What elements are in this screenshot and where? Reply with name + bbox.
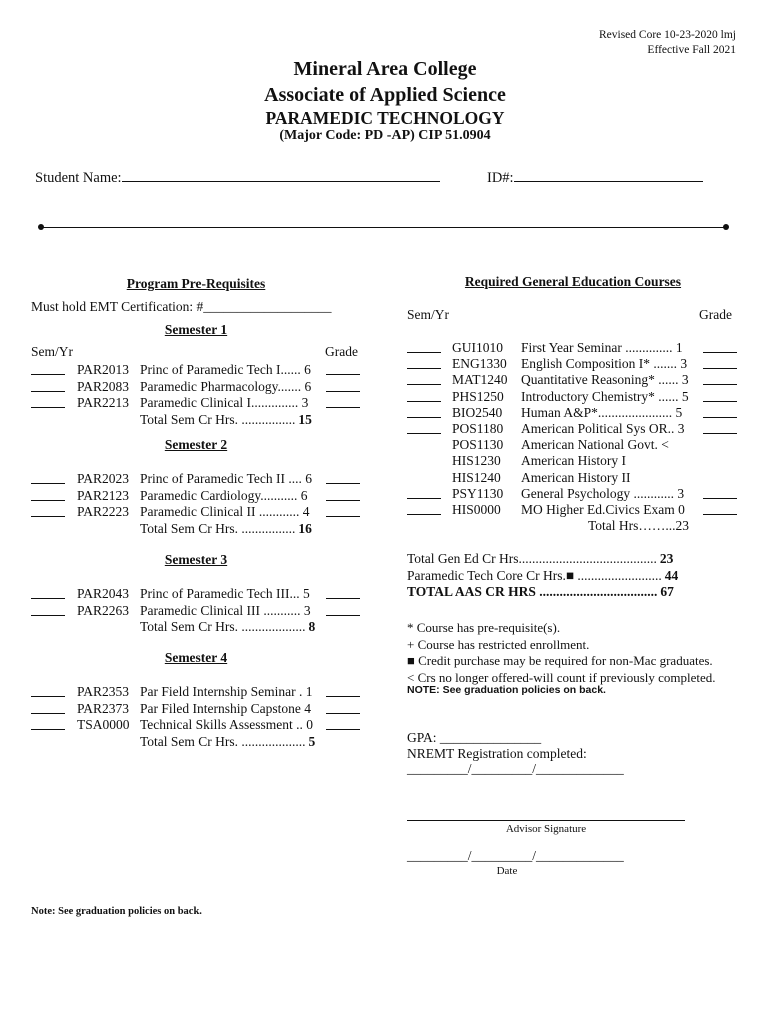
summary-value: 23 <box>659 551 674 566</box>
rule-right-dot <box>723 224 729 230</box>
summary-value: 44 <box>664 567 679 583</box>
grade-blank[interactable] <box>703 356 737 369</box>
grade-blank[interactable] <box>326 684 360 697</box>
semester-total-value: 5 <box>308 733 316 749</box>
course-description: MO Higher Ed.Civics Exam 0 <box>521 502 685 517</box>
course-code: PAR2223 <box>77 504 130 519</box>
semester-total-label: Total Sem Cr Hrs. ................... <box>140 733 306 749</box>
semester-total <box>140 734 315 750</box>
course-code: PAR2013 <box>77 362 130 377</box>
semester-total-label: Total Sem Cr Hrs. ................... <box>140 619 306 634</box>
sem-yr-blank[interactable] <box>31 586 65 599</box>
course-description: Paramedic Cardiology........... 6 <box>140 487 308 503</box>
semester-total-value: 16 <box>298 520 312 536</box>
signature-date-label: Date <box>496 865 518 877</box>
course-description: General Psychology ............ 3 <box>521 485 685 501</box>
course-row <box>31 603 366 619</box>
grade-blank[interactable] <box>703 405 737 418</box>
nremt-date-field[interactable]: _________/_________/_____________ <box>407 761 624 776</box>
course-description: Human A&P*...................... 5 <box>521 404 683 420</box>
sem-yr-blank[interactable] <box>407 405 441 418</box>
sem-yr-blank[interactable] <box>407 421 441 434</box>
effective-text: Effective Fall 2021 <box>647 44 736 56</box>
semester-total <box>140 412 312 428</box>
course-description: First Year Seminar .............. 1 <box>521 340 683 355</box>
course-row <box>31 504 366 520</box>
course-description: Paramedic Pharmacology....... 6 <box>140 378 312 394</box>
course-code: PAR2373 <box>77 700 130 716</box>
summary-row <box>407 551 673 567</box>
course-code: PAR2263 <box>77 602 130 618</box>
course-code: ENG1330 <box>452 356 507 372</box>
semester-title: Semester 3 <box>164 552 228 567</box>
sem-yr-blank[interactable] <box>407 356 441 369</box>
grade-blank[interactable] <box>703 389 737 402</box>
sem-yr-blank[interactable] <box>407 372 441 385</box>
gen-ed-row <box>407 470 742 486</box>
semester-title: Semester 4 <box>164 650 228 665</box>
grade-blank[interactable] <box>326 717 360 730</box>
sem-yr-blank[interactable] <box>31 603 65 616</box>
course-code: PAR2353 <box>77 684 130 699</box>
semester-total <box>140 521 312 537</box>
grade-blank[interactable] <box>326 471 360 484</box>
course-description: Par Filed Internship Capstone 4 <box>140 700 311 716</box>
semester-total-label: Total Sem Cr Hrs. ................ <box>140 520 296 536</box>
semester-title: Semester 2 <box>164 437 228 452</box>
id-line[interactable] <box>514 167 703 182</box>
degree-title: Associate of Applied Science <box>264 84 506 106</box>
gen-ed-row <box>407 453 742 469</box>
note-line: < Crs no longer offered-will count if previously completed. <box>407 669 716 685</box>
gen-ed-title: Required General Education Courses <box>464 274 682 289</box>
course-description: American Political Sys OR.. 3 <box>521 421 685 436</box>
course-row <box>31 684 366 700</box>
grade-blank[interactable] <box>326 395 360 408</box>
course-description: American History II <box>521 469 631 485</box>
grade-blank[interactable] <box>326 701 360 714</box>
college-title: Mineral Area College <box>293 58 477 80</box>
course-description: Paramedic Clinical II ............ 4 <box>140 504 310 519</box>
gen-ed-row <box>407 372 742 388</box>
course-code: POS1130 <box>452 437 504 453</box>
bottom-note: Note: See graduation policies on back. <box>31 906 202 917</box>
summary-row <box>407 568 678 584</box>
course-description: Princ of Paramedic Tech III... 5 <box>140 586 310 601</box>
section-divider <box>40 227 728 228</box>
left-sem-yr-header: Sem/Yr <box>31 344 73 359</box>
course-code: PHS1250 <box>452 388 504 404</box>
grade-blank[interactable] <box>703 340 737 353</box>
sem-yr-blank[interactable] <box>31 379 65 392</box>
grade-blank[interactable] <box>326 586 360 599</box>
course-row <box>31 586 366 602</box>
course-description: Paramedic Clinical I.............. 3 <box>140 395 309 410</box>
note-line: + Course has restricted enrollment. <box>407 636 590 652</box>
sem-yr-blank[interactable] <box>31 717 65 730</box>
course-code: BIO2540 <box>452 404 503 420</box>
right-sem-yr-header: Sem/Yr <box>407 307 449 322</box>
course-row <box>31 379 366 395</box>
course-description: Princ of Paramedic Tech II .... 6 <box>140 471 312 486</box>
summary-label: Paramedic Tech Core Cr Hrs.■ ......................... <box>407 567 662 583</box>
course-row <box>31 717 366 733</box>
right-grade-header: Grade <box>699 307 732 322</box>
semester-total-label: Total Sem Cr Hrs. ................ <box>140 411 296 427</box>
student-name-line[interactable] <box>122 167 440 182</box>
course-description: American National Govt. < <box>521 437 669 453</box>
grade-blank[interactable] <box>703 502 737 515</box>
graduation-note: NOTE: See graduation policies on back. <box>407 684 606 696</box>
gen-ed-row <box>407 389 742 405</box>
course-description: Paramedic Clinical III ........... 3 <box>140 602 311 618</box>
sem-yr-blank[interactable] <box>31 471 65 484</box>
course-code: HIS1240 <box>452 469 501 485</box>
course-description: Introductory Chemistry* ...... 5 <box>521 388 689 404</box>
course-code: POS1180 <box>452 421 504 436</box>
sem-yr-blank[interactable] <box>31 684 65 697</box>
course-description: American History I <box>521 453 626 469</box>
gen-ed-total-hrs: Total Hrs……...23 <box>588 518 690 533</box>
course-code: HIS0000 <box>452 502 501 517</box>
course-code: HIS1230 <box>452 453 501 469</box>
grade-blank[interactable] <box>326 488 360 501</box>
summary-value: 67 <box>660 584 674 599</box>
course-code: TSA0000 <box>77 717 130 732</box>
id-field[interactable] <box>487 167 703 187</box>
summary-label: Total Gen Ed Cr Hrs......................................... <box>407 551 657 566</box>
gen-ed-row <box>407 421 742 437</box>
course-row <box>31 471 366 487</box>
course-code: GUI1010 <box>452 340 503 355</box>
gen-ed-row <box>407 437 742 453</box>
course-description: Quantitative Reasoning* ...... 3 <box>521 372 689 388</box>
course-code: PAR2213 <box>77 395 130 410</box>
course-code: MAT1240 <box>452 372 508 388</box>
major-code: (Major Code: PD -AP) CIP 51.0904 <box>279 128 491 143</box>
gen-ed-row <box>407 356 742 372</box>
gen-ed-row <box>407 502 742 518</box>
course-row <box>31 701 366 717</box>
summary-label: TOTAL AAS CR HRS ................................... <box>407 584 658 599</box>
course-code: PAR2023 <box>77 471 130 486</box>
emt-certification: Must hold EMT Certification: #___________________ <box>31 299 332 314</box>
summary-row <box>407 584 674 600</box>
revision-info <box>599 28 736 58</box>
course-notes <box>407 620 716 686</box>
course-description: Technical Skills Assessment .. 0 <box>140 717 314 732</box>
sem-yr-blank[interactable] <box>407 340 441 353</box>
semester-title: Semester 1 <box>164 322 228 337</box>
left-grade-header: Grade <box>325 344 358 359</box>
course-description: Par Field Internship Seminar . 1 <box>140 684 313 699</box>
course-description: English Composition I* ....... 3 <box>521 356 688 372</box>
sem-yr-blank[interactable] <box>31 488 65 501</box>
semester-total-value: 15 <box>298 411 312 427</box>
advisor-signature-label: Advisor Signature <box>505 823 587 835</box>
sem-yr-blank[interactable] <box>31 701 65 714</box>
semester-total <box>140 619 315 635</box>
prereq-title: Program Pre-Requisites <box>126 276 266 291</box>
nremt-label: NREMT Registration completed: <box>407 746 587 761</box>
id-label: ID#: <box>487 170 514 186</box>
gen-ed-row <box>407 340 742 356</box>
advisor-signature-line[interactable] <box>407 820 685 821</box>
course-code: PAR2083 <box>77 378 130 394</box>
course-row <box>31 488 366 504</box>
sem-yr-blank[interactable] <box>31 504 65 517</box>
note-line: * Course has pre-requisite(s). <box>407 620 561 635</box>
course-code: PAR2123 <box>77 487 130 503</box>
course-row <box>31 395 366 411</box>
course-description: Princ of Paramedic Tech I...... 6 <box>140 362 311 377</box>
semester-total-value: 8 <box>308 619 316 634</box>
grade-blank[interactable] <box>326 362 360 375</box>
gen-ed-row <box>407 486 742 502</box>
sem-yr-blank[interactable] <box>31 395 65 408</box>
course-row <box>31 362 366 378</box>
student-name-label: Student Name: <box>35 170 122 186</box>
program-title: PARAMEDIC TECHNOLOGY <box>265 108 505 128</box>
course-code: PSY1130 <box>452 485 504 501</box>
revised-text: Revised Core 10-23-2020 lmj <box>598 29 736 41</box>
sem-yr-blank[interactable] <box>407 389 441 402</box>
course-code: PAR2043 <box>77 586 130 601</box>
sem-yr-blank[interactable] <box>407 486 441 499</box>
sem-yr-blank[interactable] <box>407 502 441 515</box>
grade-blank[interactable] <box>703 486 737 499</box>
student-name-field[interactable] <box>35 167 440 187</box>
grade-blank[interactable] <box>326 504 360 517</box>
grade-blank[interactable] <box>326 603 360 616</box>
grade-blank[interactable] <box>326 379 360 392</box>
sem-yr-blank[interactable] <box>31 362 65 375</box>
grade-blank[interactable] <box>703 421 737 434</box>
gpa-field[interactable]: GPA: _______________ <box>407 730 542 745</box>
note-line: ■ Credit purchase may be required for non-Mac graduates. <box>407 653 713 668</box>
grade-blank[interactable] <box>703 372 737 385</box>
gen-ed-row <box>407 405 742 421</box>
signature-date-field[interactable]: _________/_________/_____________ <box>407 848 624 863</box>
